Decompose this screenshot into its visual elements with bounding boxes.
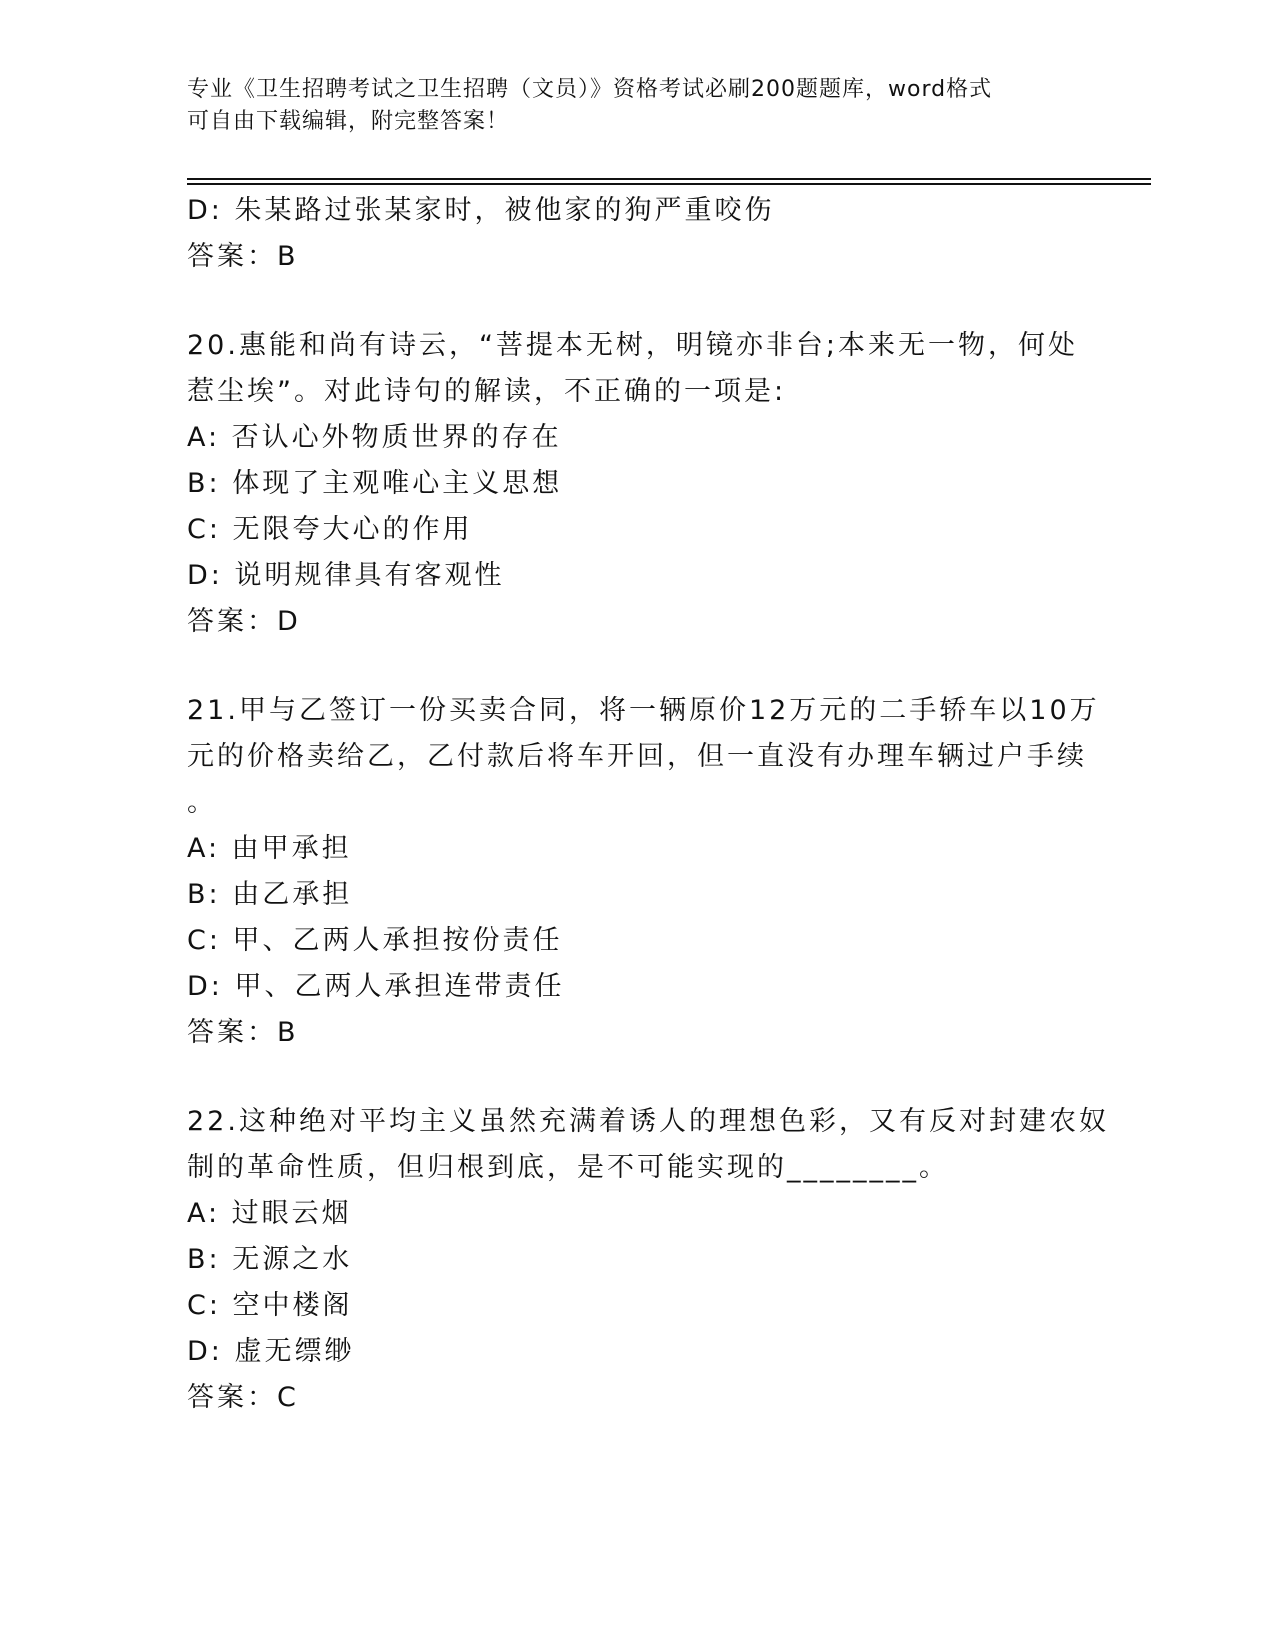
option-d: D: 虚无缥缈 xyxy=(187,1336,355,1367)
question-list xyxy=(187,188,1109,1421)
header-line-2: 可自由下载编辑，附完整答案！ xyxy=(187,109,510,134)
option-b: B: 由乙承担 xyxy=(187,879,353,910)
header-line-1: 专业《卫生招聘考试之卫生招聘（文员）》资格考试必刷200题题库，word格式 xyxy=(187,77,993,102)
option-a: A: 由甲承担 xyxy=(187,833,352,864)
option-c: C: 空中楼阁 xyxy=(187,1290,353,1321)
question-19-tail xyxy=(187,188,1087,280)
question-21 xyxy=(187,688,1100,1056)
question-text-line: 惹尘埃”。对此诗句的解读，不正确的一项是: xyxy=(187,376,787,407)
answer-line: 答案：B xyxy=(187,1017,299,1048)
option-d: D: 说明规律具有客观性 xyxy=(187,560,505,591)
spacer xyxy=(187,280,1087,323)
answer-line: 答案：C xyxy=(187,1382,299,1413)
header-divider-top xyxy=(187,178,1151,180)
question-text-line: 20.惠能和尚有诗云，“菩提本无树，明镜亦非台;本来无一物，何处 xyxy=(187,330,1079,361)
answer-line: 答案：B xyxy=(187,241,299,272)
document-header xyxy=(187,74,1067,138)
question-text-line: 21.甲与乙签订一份买卖合同，将一辆原价12万元的二手轿车以10万 xyxy=(187,695,1100,726)
spacer xyxy=(187,1056,1087,1099)
answer-line: 答案：D xyxy=(187,606,301,637)
question-text-line: 元的价格卖给乙，乙付款后将车开回，但一直没有办理车辆过户手续 xyxy=(187,741,1087,772)
option-b: B: 无源之水 xyxy=(187,1244,353,1275)
option-a: A: 过眼云烟 xyxy=(187,1198,352,1229)
question-text-line: 制的革命性质，但归根到底，是不可能实现的________。 xyxy=(187,1152,949,1183)
question-text-line: 22.这种绝对平均主义虽然充满着诱人的理想色彩，又有反对封建农奴 xyxy=(187,1106,1109,1137)
question-22 xyxy=(187,1099,1109,1421)
option-b: B: 体现了主观唯心主义思想 xyxy=(187,468,563,499)
spacer xyxy=(187,645,1087,688)
option-c: C: 无限夸大心的作用 xyxy=(187,514,473,545)
question-text-line: 。 xyxy=(187,787,217,818)
question-20 xyxy=(187,323,1087,645)
header-divider-bottom xyxy=(187,183,1151,185)
option-a: A: 否认心外物质世界的存在 xyxy=(187,422,562,453)
option-c: C: 甲、乙两人承担按份责任 xyxy=(187,925,563,956)
option-d: D: 朱某路过张某家时，被他家的狗严重咬伤 xyxy=(187,195,775,226)
option-d: D: 甲、乙两人承担连带责任 xyxy=(187,971,565,1002)
